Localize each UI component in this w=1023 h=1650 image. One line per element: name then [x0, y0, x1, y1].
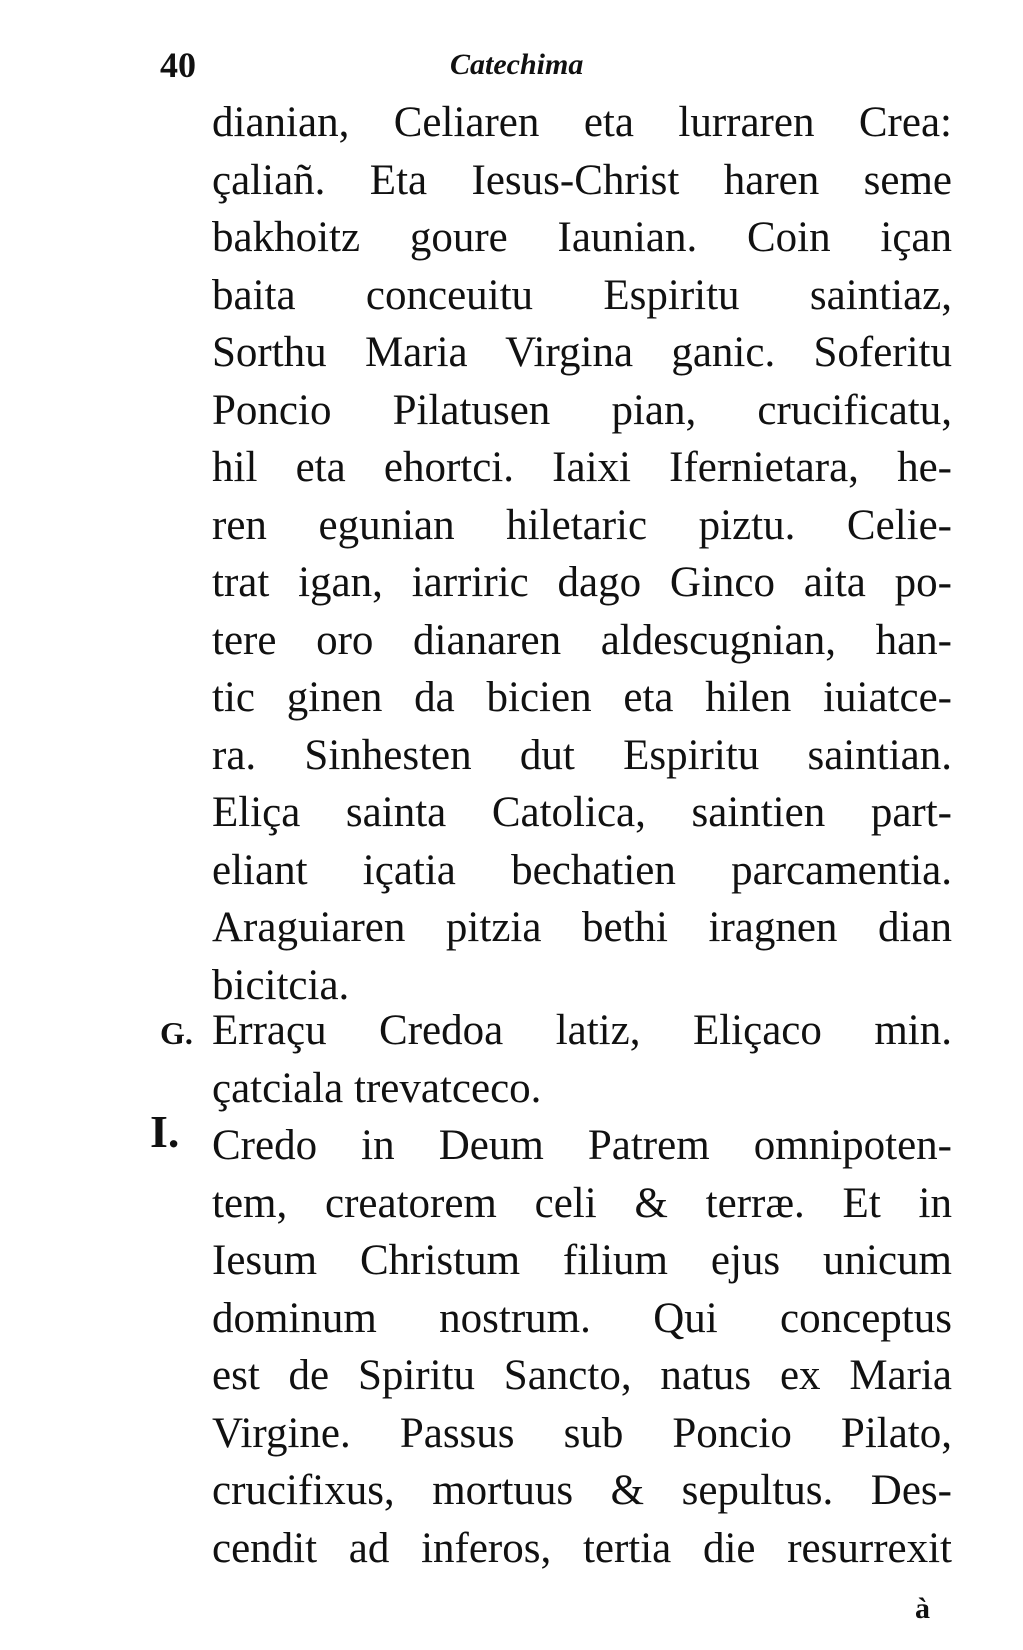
text-line: tere oro dianaren aldescugnian, han-: [212, 616, 952, 664]
running-head: Catechima: [450, 48, 584, 81]
text-line: Credo in Deum Patrem omnipoten-: [212, 1122, 952, 1169]
text-line: ra. Sinhesten dut Espiritu saintian.: [212, 731, 952, 779]
text-line: çaliañ. Eta Iesus-Christ haren seme: [212, 156, 952, 204]
text-line: crucifixus, mortuus & sepultus. Des-: [212, 1467, 952, 1514]
text-line: trat igan, iarriric dago Ginco aita po-: [212, 559, 952, 606]
text-line: çatciala trevatceco.: [212, 1064, 542, 1112]
text-line: cendit ad inferos, tertia die resurrexit: [212, 1524, 952, 1572]
text-line: Iesum Christum filium ejus unicum: [212, 1237, 952, 1284]
text-line: Poncio Pilatusen pian, crucificatu,: [212, 386, 952, 434]
text-line: est de Spiritu Sancto, natus ex Maria: [212, 1352, 952, 1399]
text-line: eliant içatia bechatien parcamentia.: [212, 846, 952, 894]
text-line: bakhoitz goure Iaunian. Coin içan: [212, 214, 952, 261]
text-line: Erraçu Credoa latiz, Eliçaco min.: [212, 1007, 952, 1054]
text-line: baita conceuitu Espiritu saintiaz,: [212, 271, 952, 319]
text-line: dominum nostrum. Qui conceptus: [212, 1294, 952, 1342]
page-number: 40: [160, 45, 196, 85]
text-line: Virgine. Passus sub Poncio Pilato,: [212, 1409, 952, 1457]
text-line: Eliça sainta Catolica, saintien part-: [212, 789, 952, 836]
page-header: [160, 44, 940, 94]
speaker-marker-i: I.: [150, 1106, 180, 1157]
paragraph-question: [212, 1002, 952, 1117]
text-line: tem, creatorem celi & terræ. Et in: [212, 1179, 952, 1227]
text-line: Araguiaren pitzia bethi iragnen dian: [212, 904, 952, 951]
text-line: tic ginen da bicien eta hilen iuiatce-: [212, 674, 952, 721]
text-line: ren egunian hiletaric piztu. Celie-: [212, 501, 952, 549]
catchword: à: [915, 1592, 930, 1625]
text-line: dianian, Celiaren eta lurraren Crea:: [212, 99, 952, 146]
paragraph-creed-basque: [212, 94, 952, 1014]
speaker-marker-g: G.: [160, 1015, 193, 1051]
text-line: bicitcia.: [212, 961, 350, 1009]
text-line: hil eta ehortci. Iaixi Ifernietara, he-: [212, 444, 952, 491]
paragraph-creed-latin: [212, 1117, 952, 1577]
text-line: Sorthu Maria Virgina ganic. Soferitu: [212, 329, 952, 376]
